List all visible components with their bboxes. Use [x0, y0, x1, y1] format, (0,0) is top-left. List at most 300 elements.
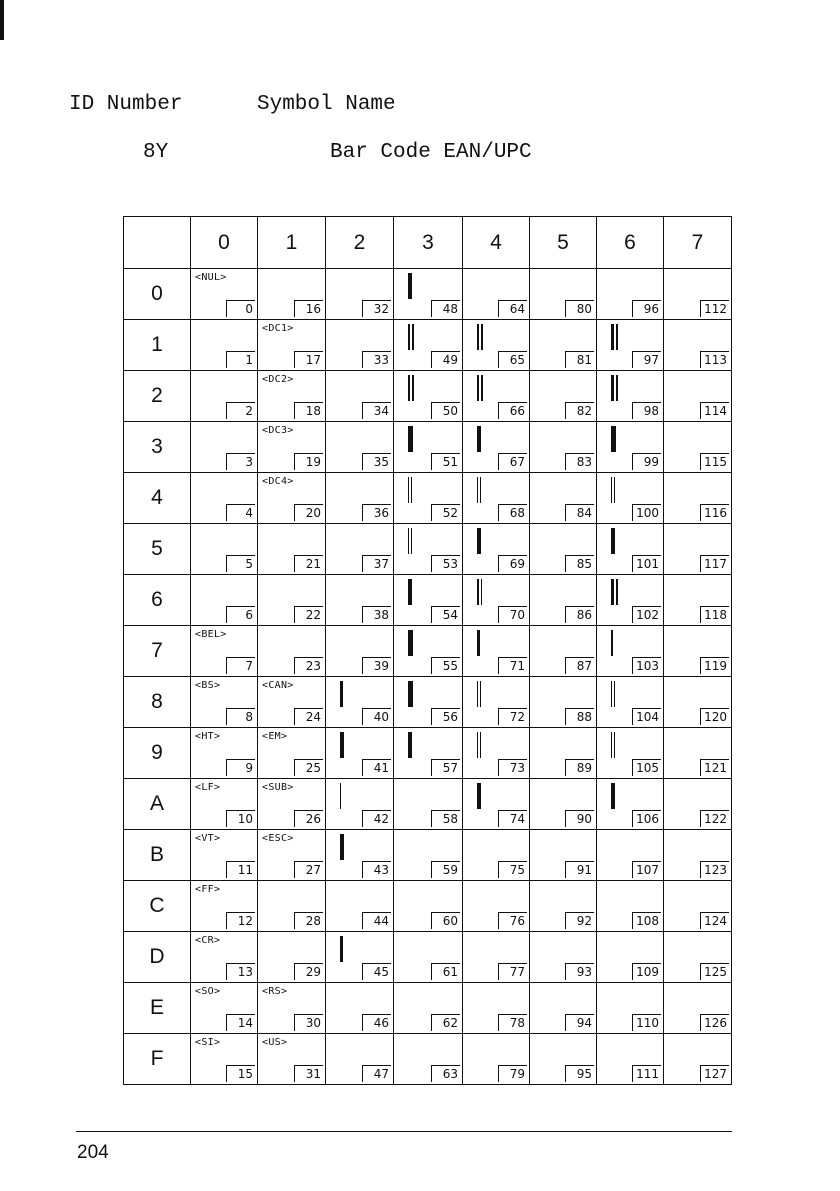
bar-stroke — [340, 681, 343, 707]
code-cell — [664, 677, 732, 728]
code-number: 66 — [498, 402, 527, 419]
row-header: 6 — [124, 575, 191, 626]
code-cell — [664, 422, 732, 473]
row-header: B — [124, 830, 191, 881]
code-cell — [597, 881, 664, 932]
table-row — [124, 932, 732, 983]
code-number: 35 — [362, 453, 391, 470]
code-cell — [530, 371, 597, 422]
column-header: 4 — [463, 217, 530, 269]
control-char-label: <NUL> — [195, 272, 227, 283]
code-cell — [530, 320, 597, 371]
code-cell — [463, 371, 530, 422]
code-number: 81 — [565, 351, 594, 368]
code-cell — [664, 830, 732, 881]
code-cell — [664, 626, 732, 677]
code-number: 124 — [700, 912, 729, 929]
code-cell — [191, 473, 258, 524]
bar-stroke — [616, 375, 618, 401]
code-cell — [463, 575, 530, 626]
code-number: 111 — [632, 1065, 661, 1082]
bar-stroke — [481, 324, 483, 350]
bar-glyph-icon — [477, 477, 481, 503]
code-number: 32 — [362, 300, 391, 317]
code-cell — [326, 728, 394, 779]
code-cell — [258, 371, 326, 422]
bar-glyph-icon — [611, 528, 615, 554]
code-number: 3 — [226, 453, 255, 470]
code-cell — [258, 473, 326, 524]
bar-stroke — [477, 681, 478, 707]
control-char-label: <HT> — [195, 731, 221, 742]
code-number: 103 — [632, 657, 661, 674]
code-cell — [326, 524, 394, 575]
code-cell — [326, 1034, 394, 1085]
bar-stroke — [411, 477, 412, 503]
page-number: 204 — [77, 1142, 109, 1163]
bar-glyph-icon — [611, 426, 616, 452]
code-cell — [394, 779, 463, 830]
code-number: 91 — [565, 861, 594, 878]
code-cell — [530, 779, 597, 830]
bar-stroke — [408, 681, 413, 707]
code-cell — [664, 575, 732, 626]
code-number: 37 — [362, 555, 391, 572]
bar-stroke — [611, 324, 614, 350]
table-row — [124, 728, 732, 779]
code-number: 69 — [498, 555, 527, 572]
code-number: 127 — [700, 1065, 729, 1082]
control-char-label: <DC1> — [262, 323, 294, 334]
table-row — [124, 830, 732, 881]
bar-stroke — [611, 579, 614, 605]
bar-glyph-icon — [408, 732, 412, 758]
bar-stroke — [477, 732, 478, 758]
code-cell — [191, 575, 258, 626]
code-number: 106 — [632, 810, 661, 827]
code-cell — [191, 677, 258, 728]
control-char-label: <DC2> — [262, 374, 294, 385]
code-cell — [463, 1034, 530, 1085]
code-cell — [191, 830, 258, 881]
code-number: 23 — [294, 657, 323, 674]
code-cell — [530, 626, 597, 677]
code-number: 88 — [565, 708, 594, 725]
code-cell — [530, 473, 597, 524]
bar-glyph-icon — [340, 936, 343, 962]
code-number: 104 — [632, 708, 661, 725]
code-cell — [326, 269, 394, 320]
control-char-label: <VT> — [195, 833, 221, 844]
code-number: 72 — [498, 708, 527, 725]
row-header: D — [124, 932, 191, 983]
control-char-label: <EM> — [262, 731, 288, 742]
code-cell — [258, 524, 326, 575]
row-header: 1 — [124, 320, 191, 371]
code-number: 33 — [362, 351, 391, 368]
code-number: 99 — [632, 453, 661, 470]
code-number: 68 — [498, 504, 527, 521]
code-cell — [530, 422, 597, 473]
row-header: 7 — [124, 626, 191, 677]
code-number: 0 — [226, 300, 255, 317]
code-number: 70 — [498, 606, 527, 623]
code-number: 98 — [632, 402, 661, 419]
code-number: 100 — [632, 504, 661, 521]
code-cell — [258, 626, 326, 677]
code-cell — [463, 524, 530, 575]
code-cell — [597, 626, 664, 677]
bar-stroke — [611, 375, 614, 401]
code-cell — [664, 269, 732, 320]
code-cell — [258, 422, 326, 473]
code-number: 83 — [565, 453, 594, 470]
code-number: 73 — [498, 759, 527, 776]
code-cell — [463, 473, 530, 524]
code-cell — [597, 269, 664, 320]
code-number: 95 — [565, 1065, 594, 1082]
bar-stroke — [477, 783, 481, 809]
code-cell — [463, 677, 530, 728]
code-number: 1 — [226, 351, 255, 368]
code-number: 36 — [362, 504, 391, 521]
control-char-label: <CR> — [195, 935, 221, 946]
row-header: A — [124, 779, 191, 830]
bar-stroke — [408, 324, 410, 350]
code-cell — [463, 932, 530, 983]
control-char-label: <SO> — [195, 986, 221, 997]
code-cell — [258, 830, 326, 881]
bar-glyph-icon — [408, 375, 414, 401]
scan-edge-mark — [0, 0, 4, 40]
code-number: 75 — [498, 861, 527, 878]
code-number: 62 — [431, 1014, 460, 1031]
code-cell — [191, 881, 258, 932]
code-number: 57 — [431, 759, 460, 776]
code-number: 102 — [632, 606, 661, 623]
row-header: C — [124, 881, 191, 932]
code-cell — [326, 830, 394, 881]
id-number-heading: ID Number — [69, 93, 183, 116]
code-cell — [326, 473, 394, 524]
code-cell — [463, 626, 530, 677]
bar-glyph-icon — [611, 630, 613, 656]
bar-glyph-icon — [477, 783, 481, 809]
code-cell — [326, 932, 394, 983]
code-cell — [191, 422, 258, 473]
character-code-table — [123, 216, 732, 1085]
code-number: 51 — [431, 453, 460, 470]
code-number: 38 — [362, 606, 391, 623]
code-number: 24 — [294, 708, 323, 725]
bar-stroke — [340, 834, 344, 860]
code-cell — [191, 1034, 258, 1085]
code-cell — [258, 1034, 326, 1085]
bar-stroke — [408, 630, 413, 656]
bar-stroke — [477, 426, 481, 452]
bar-stroke — [408, 375, 410, 401]
table-row — [124, 269, 732, 320]
bar-stroke — [477, 630, 480, 656]
code-number: 74 — [498, 810, 527, 827]
code-cell — [530, 677, 597, 728]
code-cell — [258, 269, 326, 320]
table-row — [124, 626, 732, 677]
table-row — [124, 320, 732, 371]
code-number: 22 — [294, 606, 323, 623]
bar-stroke — [614, 477, 615, 503]
control-char-label: <FF> — [195, 884, 221, 895]
bar-glyph-icon — [477, 630, 480, 656]
code-number: 50 — [431, 402, 460, 419]
control-char-label: <LF> — [195, 782, 221, 793]
code-number: 40 — [362, 708, 391, 725]
code-number: 60 — [431, 912, 460, 929]
code-cell — [597, 575, 664, 626]
code-number: 123 — [700, 861, 729, 878]
bar-stroke — [611, 630, 613, 656]
code-cell — [597, 524, 664, 575]
code-number: 58 — [431, 810, 460, 827]
bar-stroke — [408, 579, 412, 605]
code-cell — [597, 1034, 664, 1085]
code-number: 54 — [431, 606, 460, 623]
bar-glyph-icon — [340, 834, 344, 860]
code-number: 85 — [565, 555, 594, 572]
column-header-row — [124, 217, 732, 269]
code-number: 21 — [294, 555, 323, 572]
bar-stroke — [340, 783, 341, 809]
bar-stroke — [611, 681, 612, 707]
code-number: 122 — [700, 810, 729, 827]
code-number: 78 — [498, 1014, 527, 1031]
bar-stroke — [477, 477, 478, 503]
code-number: 96 — [632, 300, 661, 317]
bar-glyph-icon — [611, 477, 615, 503]
bar-glyph-icon — [611, 375, 618, 401]
row-header: E — [124, 983, 191, 1034]
bar-stroke — [340, 732, 344, 758]
code-number: 8 — [226, 708, 255, 725]
code-cell — [664, 932, 732, 983]
code-number: 110 — [632, 1014, 661, 1031]
bar-stroke — [412, 324, 414, 350]
code-number: 31 — [294, 1065, 323, 1082]
code-number: 48 — [431, 300, 460, 317]
bar-stroke — [477, 324, 479, 350]
code-cell — [326, 575, 394, 626]
code-cell — [258, 779, 326, 830]
code-cell — [463, 422, 530, 473]
row-header: F — [124, 1034, 191, 1085]
bar-glyph-icon — [340, 783, 341, 809]
code-number: 108 — [632, 912, 661, 929]
code-cell — [463, 779, 530, 830]
table-row — [124, 779, 732, 830]
bar-stroke — [408, 528, 409, 554]
code-number: 42 — [362, 810, 391, 827]
bar-stroke — [481, 579, 482, 605]
code-cell — [530, 932, 597, 983]
code-cell — [394, 728, 463, 779]
code-number: 39 — [362, 657, 391, 674]
code-cell — [326, 371, 394, 422]
code-cell — [597, 677, 664, 728]
code-number: 84 — [565, 504, 594, 521]
code-number: 116 — [700, 504, 729, 521]
bar-glyph-icon — [477, 375, 483, 401]
bar-stroke — [481, 375, 483, 401]
code-cell — [191, 524, 258, 575]
code-cell — [463, 983, 530, 1034]
code-number: 113 — [700, 351, 729, 368]
code-cell — [394, 473, 463, 524]
code-cell — [394, 1034, 463, 1085]
code-number: 89 — [565, 759, 594, 776]
code-cell — [191, 728, 258, 779]
bar-stroke — [480, 732, 481, 758]
table-row — [124, 422, 732, 473]
code-number: 97 — [632, 351, 661, 368]
table-row — [124, 575, 732, 626]
code-number: 125 — [700, 963, 729, 980]
control-char-label: <CAN> — [262, 680, 294, 691]
table-row — [124, 1034, 732, 1085]
code-cell — [191, 371, 258, 422]
row-header: 4 — [124, 473, 191, 524]
bar-stroke — [611, 732, 612, 758]
code-number: 6 — [226, 606, 255, 623]
row-header: 5 — [124, 524, 191, 575]
code-number: 119 — [700, 657, 729, 674]
code-cell — [394, 983, 463, 1034]
code-number: 64 — [498, 300, 527, 317]
table-body — [124, 269, 732, 1085]
bar-glyph-icon — [340, 732, 344, 758]
code-number: 118 — [700, 606, 729, 623]
code-number: 80 — [565, 300, 594, 317]
code-cell — [597, 932, 664, 983]
table-row — [124, 473, 732, 524]
bar-glyph-icon — [477, 579, 482, 605]
code-number: 45 — [362, 963, 391, 980]
column-header: 0 — [191, 217, 258, 269]
bar-glyph-icon — [611, 324, 618, 350]
bar-glyph-icon — [408, 273, 412, 299]
bar-glyph-icon — [408, 426, 413, 452]
bar-glyph-icon — [477, 528, 481, 554]
bar-stroke — [616, 579, 618, 605]
code-number: 77 — [498, 963, 527, 980]
code-number: 14 — [226, 1014, 255, 1031]
code-number: 117 — [700, 555, 729, 572]
bar-stroke — [408, 477, 409, 503]
bar-glyph-icon — [477, 426, 481, 452]
code-number: 25 — [294, 759, 323, 776]
code-cell — [394, 269, 463, 320]
code-cell — [394, 320, 463, 371]
code-number: 82 — [565, 402, 594, 419]
code-number: 101 — [632, 555, 661, 572]
code-cell — [530, 881, 597, 932]
bar-stroke — [611, 477, 612, 503]
code-cell — [530, 269, 597, 320]
code-number: 105 — [632, 759, 661, 776]
code-number: 30 — [294, 1014, 323, 1031]
column-header: 3 — [394, 217, 463, 269]
code-number: 12 — [226, 912, 255, 929]
code-cell — [597, 473, 664, 524]
code-cell — [394, 422, 463, 473]
code-number: 18 — [294, 402, 323, 419]
code-cell — [664, 728, 732, 779]
control-char-label: <ESC> — [262, 833, 294, 844]
control-char-label: <DC3> — [262, 425, 294, 436]
code-number: 115 — [700, 453, 729, 470]
control-char-label: <DC4> — [262, 476, 294, 487]
code-cell — [463, 728, 530, 779]
code-cell — [191, 932, 258, 983]
symbol-name-value: Bar Code EAN/UPC — [330, 141, 532, 164]
bar-stroke — [611, 783, 615, 809]
code-number: 4 — [226, 504, 255, 521]
code-number: 114 — [700, 402, 729, 419]
row-header: 9 — [124, 728, 191, 779]
bar-glyph-icon — [408, 630, 413, 656]
code-number: 121 — [700, 759, 729, 776]
code-cell — [326, 779, 394, 830]
code-cell — [463, 320, 530, 371]
column-header: 2 — [326, 217, 394, 269]
code-number: 61 — [431, 963, 460, 980]
code-cell — [394, 932, 463, 983]
code-number: 19 — [294, 453, 323, 470]
bar-glyph-icon — [340, 681, 343, 707]
code-cell — [394, 524, 463, 575]
code-cell — [597, 728, 664, 779]
control-char-label: <SI> — [195, 1037, 221, 1048]
code-cell — [597, 422, 664, 473]
code-cell — [394, 881, 463, 932]
code-cell — [258, 881, 326, 932]
control-char-label: <US> — [262, 1037, 288, 1048]
bar-stroke — [614, 681, 615, 707]
code-cell — [463, 881, 530, 932]
bar-stroke — [408, 732, 412, 758]
code-cell — [664, 473, 732, 524]
code-number: 126 — [700, 1014, 729, 1031]
column-header: 7 — [664, 217, 732, 269]
code-number: 11 — [226, 861, 255, 878]
column-header: 6 — [597, 217, 664, 269]
code-cell — [394, 626, 463, 677]
code-cell — [394, 371, 463, 422]
code-cell — [530, 524, 597, 575]
code-cell — [664, 881, 732, 932]
bar-stroke — [408, 273, 412, 299]
bar-glyph-icon — [477, 681, 481, 707]
code-number: 107 — [632, 861, 661, 878]
code-cell — [326, 320, 394, 371]
code-number: 7 — [226, 657, 255, 674]
code-cell — [664, 524, 732, 575]
code-number: 44 — [362, 912, 391, 929]
code-cell — [326, 983, 394, 1034]
code-cell — [394, 677, 463, 728]
bar-stroke — [477, 579, 479, 605]
control-char-label: <RS> — [262, 986, 288, 997]
id-number-value: 8Y — [143, 141, 169, 164]
